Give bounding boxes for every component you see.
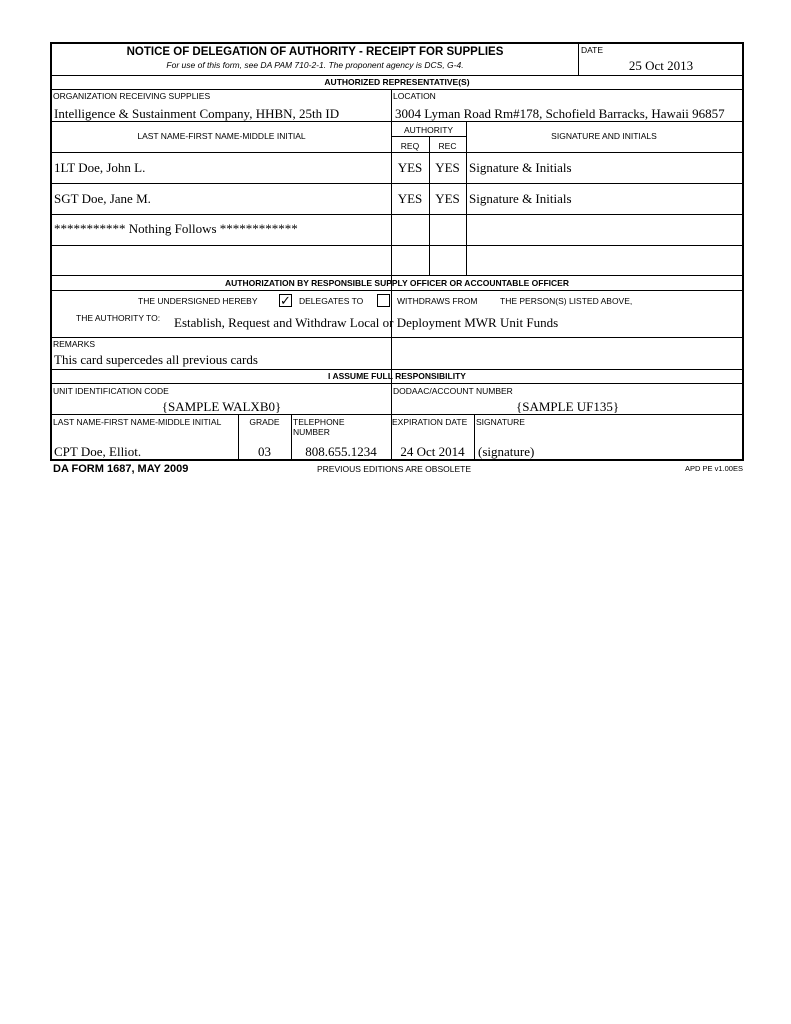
rep-signature[interactable]: Signature & Initials <box>469 160 572 175</box>
telephone-label: TELEPHONE <box>293 417 345 427</box>
signature-column-header: SIGNATURE AND INITIALS <box>551 131 657 141</box>
rep-name[interactable]: SGT Doe, Jane M. <box>54 191 151 206</box>
rep-rec[interactable]: YES <box>435 160 460 175</box>
dodaac-field[interactable]: {SAMPLE UF135} <box>516 399 620 414</box>
location-label: LOCATION <box>393 91 436 101</box>
req-header: REQ <box>400 141 420 151</box>
grade-field[interactable]: 03 <box>258 444 271 459</box>
date-field[interactable]: 25 Oct 2013 <box>628 58 694 73</box>
section-authorization: AUTHORIZATION BY RESPONSIBLE SUPPLY OFFICER OR ACCOUNTABLE OFFICER <box>225 278 569 288</box>
authority-to-field[interactable]: Establish, Request and Withdraw Local or Deployment MWR Unit Funds <box>174 315 559 330</box>
location-field[interactable]: 3004 Lyman Road Rm#178, Schofield Barracks, Hawaii 96857 <box>395 106 725 121</box>
undersigned-label: THE UNDERSIGNED HEREBY <box>138 296 258 306</box>
dodaac-label: DODAAC/ACCOUNT NUMBER <box>393 386 513 396</box>
remarks-field[interactable]: This card supercedes all previous cards <box>54 352 258 367</box>
editions-note: PREVIOUS EDITIONS ARE OBSOLETE <box>317 464 471 474</box>
authority-header: AUTHORITY <box>403 125 454 135</box>
remarks-label: REMARKS <box>53 339 96 349</box>
section-full-responsibility: I ASSUME FULL RESPONSIBILITY <box>328 371 466 381</box>
rep-req[interactable]: YES <box>397 160 423 175</box>
signature-field[interactable]: (signature) <box>478 444 535 459</box>
rep-req[interactable]: YES <box>397 191 423 206</box>
delegates-label: DELEGATES TO <box>299 296 364 306</box>
uic-field[interactable]: {SAMPLE WALXB0} <box>161 399 282 414</box>
form-title: NOTICE OF DELEGATION OF AUTHORITY - RECEIPT FOR SUPPLIES <box>126 46 504 58</box>
authority-to-label: THE AUTHORITY TO: <box>76 313 161 323</box>
expiration-field[interactable]: 24 Oct 2014 <box>400 444 465 459</box>
delegation-form <box>50 42 744 461</box>
withdraws-label: WITHDRAWS FROM <box>397 296 478 306</box>
rep-name[interactable]: *********** Nothing Follows ************ <box>54 221 298 236</box>
rec-header: REC <box>438 141 457 151</box>
delegates-checkbox[interactable]: ✓ <box>280 293 291 308</box>
telephone-label-2: NUMBER <box>293 427 330 437</box>
org-label: ORGANIZATION RECEIVING SUPPLIES <box>53 91 211 101</box>
section-authorized-representatives: AUTHORIZED REPRESENTATIVE(S) <box>324 77 470 87</box>
grade-label: GRADE <box>249 417 280 427</box>
withdraws-checkbox[interactable] <box>377 294 390 307</box>
name-column-header: LAST NAME-FIRST NAME-MIDDLE INITIAL <box>137 131 306 141</box>
expiration-label: EXPIRATION DATE <box>392 417 468 427</box>
uic-label: UNIT IDENTIFICATION CODE <box>53 386 169 396</box>
form-subtitle: For use of this form, see DA PAM 710-2-1. The proponent agency is DCS, G-4. <box>166 60 464 70</box>
org-field[interactable]: Intelligence & Sustainment Company, HHBN, 25th ID <box>54 106 340 121</box>
version-label: APD PE v1.00ES <box>685 464 743 473</box>
rep-name[interactable]: 1LT Doe, John L. <box>54 160 146 175</box>
form-number: DA FORM 1687, MAY 2009 <box>53 463 189 475</box>
rep-rec[interactable]: YES <box>435 191 460 206</box>
signature-label: SIGNATURE <box>476 417 525 427</box>
date-label: DATE <box>581 45 604 55</box>
officer-name-label: LAST NAME-FIRST NAME-MIDDLE INITIAL <box>53 417 222 427</box>
persons-listed-label: THE PERSON(S) LISTED ABOVE, <box>500 296 633 306</box>
telephone-field[interactable]: 808.655.1234 <box>305 444 377 459</box>
rep-signature[interactable]: Signature & Initials <box>469 191 572 206</box>
officer-name-field[interactable]: CPT Doe, Elliot. <box>54 444 142 459</box>
